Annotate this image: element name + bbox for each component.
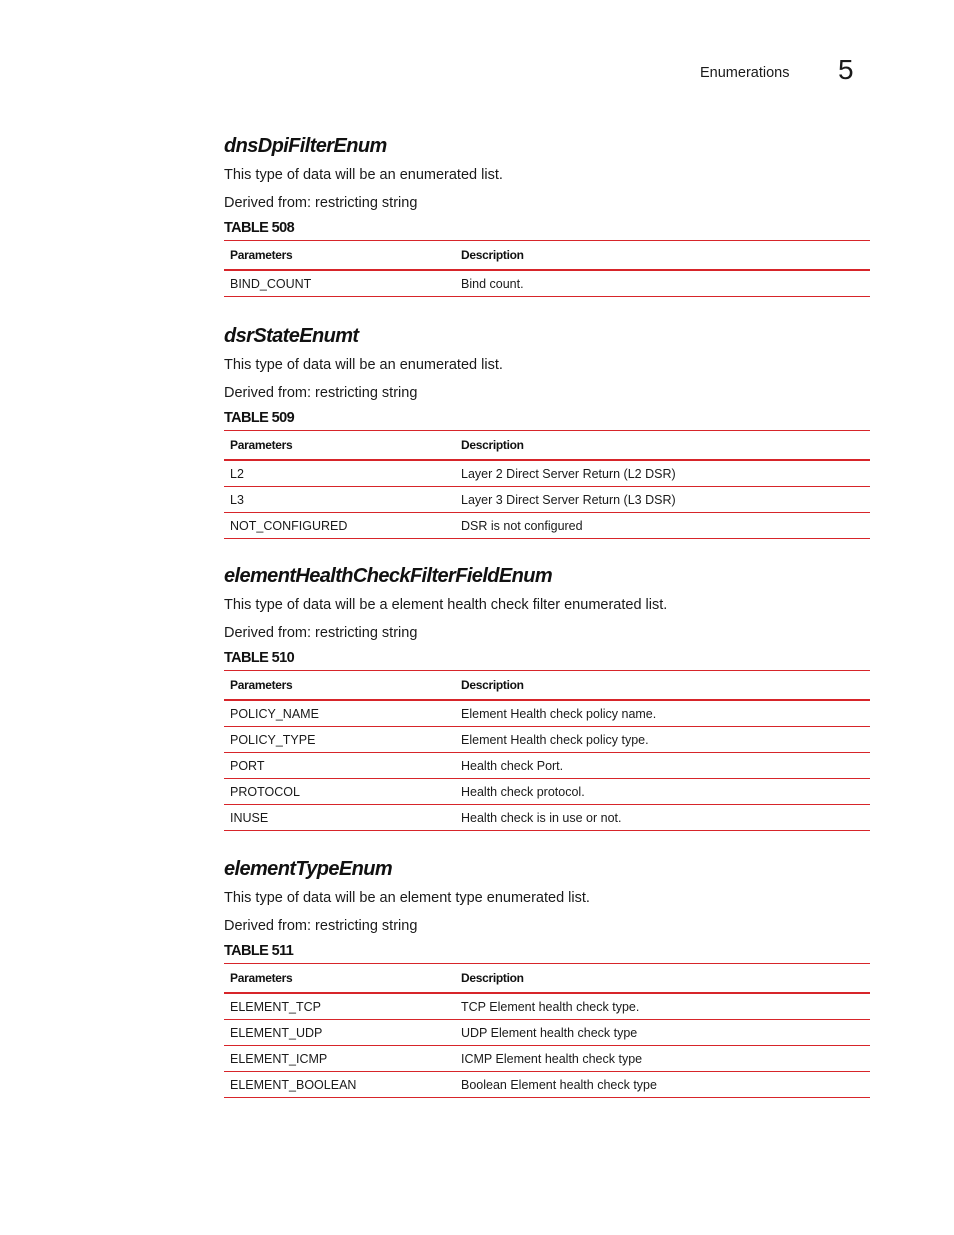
table-row [224,513,870,539]
parameter-cell: PROTOCOL [224,779,455,805]
parameter-cell: PORT [224,753,455,779]
description-cell: Health check Port. [455,753,870,779]
description-cell: Boolean Element health check type [461,1077,657,1092]
section-elementhealthcheckfilterfieldenum [224,561,870,831]
enum-table [224,963,870,1098]
section-description: This type of data will be an enumerated list. [224,167,503,183]
table-row [224,805,870,831]
table-header-row [224,431,870,461]
table-row [224,993,870,1020]
column-header-description: Description [455,241,870,271]
table-row [224,700,870,727]
parameter-cell: INUSE [230,810,269,825]
section-title: dsrStateEnumt [224,325,359,347]
section-description: This type of data will be a element health check filter enumerated list. [224,597,668,613]
section-title: elementHealthCheckFilterFieldEnum [224,565,553,587]
parameter-cell: ELEMENT_TCP [224,993,455,1020]
section-derived: Derived from: restricting string [224,918,418,934]
enum-table [224,430,870,539]
table-row [224,1072,870,1098]
table-caption: TABLE 508 [224,220,295,236]
section-description: This type of data will be an element type enumerated list. [224,890,590,906]
column-header-description: Description [455,671,870,701]
column-header-parameters: Parameters [224,671,455,701]
table-caption: TABLE 509 [224,410,295,426]
table-row [224,779,870,805]
table-caption: TABLE 511 [224,943,294,959]
column-header-parameters: Parameters [224,964,455,994]
table-row [224,1046,870,1072]
table-row [224,727,870,753]
table-row [224,753,870,779]
table-row [224,487,870,513]
section-derived: Derived from: restricting string [224,625,418,641]
description-cell: Layer 2 Direct Server Return (L2 DSR) [455,460,870,487]
parameter-cell: ELEMENT_UDP [224,1020,455,1046]
section-derived: Derived from: restricting string [224,385,418,401]
parameter-cell: POLICY_TYPE [224,727,455,753]
running-header-section: Enumerations [700,65,790,81]
column-header-description: Description [455,431,870,461]
column-header-parameters: Parameters [224,241,455,271]
table-header-row [224,671,870,701]
column-header-parameters: Parameters [224,431,455,461]
table-row [224,460,870,487]
table-header-row [224,964,870,994]
description-cell: Health check protocol. [455,779,870,805]
section-derived: Derived from: restricting string [224,195,418,211]
section-elementtypeenum [224,854,870,1098]
description-cell: Element Health check policy type. [455,727,870,753]
chapter-number: 5 [838,54,854,85]
section-dnsdpifilterenum [224,131,870,297]
parameter-cell: POLICY_NAME [224,700,455,727]
description-cell: DSR is not configured [461,518,583,533]
description-cell: UDP Element health check type [455,1020,870,1046]
parameter-cell: L3 [224,487,455,513]
table-header-row [224,241,870,271]
section-title: elementTypeEnum [224,858,393,880]
section-title: dnsDpiFilterEnum [224,135,387,157]
column-header-description: Description [455,964,870,994]
enum-table [224,240,870,297]
parameter-cell: BIND_COUNT [230,276,312,291]
section-dsrstateenumt [224,321,870,539]
description-cell: Element Health check policy name. [455,700,870,727]
table-caption: TABLE 510 [224,650,295,666]
description-cell: TCP Element health check type. [455,993,870,1020]
table-row [224,1020,870,1046]
section-description: This type of data will be an enumerated list. [224,357,503,373]
enum-table [224,670,870,831]
parameter-cell: ELEMENT_BOOLEAN [230,1077,357,1092]
table-row [224,270,870,297]
parameter-cell: L2 [224,460,455,487]
description-cell: ICMP Element health check type [455,1046,870,1072]
description-cell: Layer 3 Direct Server Return (L3 DSR) [455,487,870,513]
description-cell: Bind count. [461,276,524,291]
parameter-cell: NOT_CONFIGURED [230,518,348,533]
description-cell: Health check is in use or not. [461,810,622,825]
parameter-cell: ELEMENT_ICMP [224,1046,455,1072]
